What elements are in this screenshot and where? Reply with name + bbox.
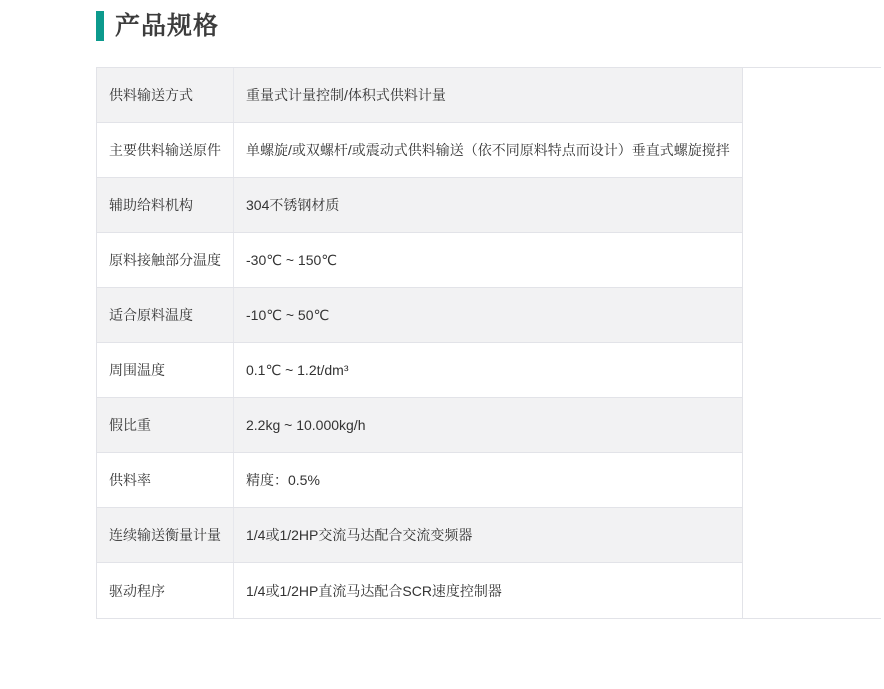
spec-value-cell: 0.1℃ ~ 1.2t/dm³ bbox=[246, 361, 349, 378]
spec-row bbox=[97, 68, 742, 123]
spec-value-cell: 2.2kg ~ 10.000kg/h bbox=[246, 417, 366, 433]
spec-label-cell: 主要供料输送原件 bbox=[97, 123, 234, 177]
spec-value-cell: 304不锈钢材质 bbox=[246, 197, 340, 213]
spec-label-cell: 连续输送衡量计量 bbox=[97, 508, 234, 562]
spec-table bbox=[96, 68, 743, 618]
spec-value-cell: 精度：0.5% bbox=[246, 472, 320, 488]
spec-value-cell: 单螺旋/或双螺杆/或震动式供料输送（依不同原料特点而设计）垂直式螺旋搅拌 bbox=[246, 142, 730, 158]
spec-table-wrapper bbox=[96, 67, 881, 619]
page-title: 产品规格 bbox=[115, 11, 220, 40]
spec-row bbox=[97, 288, 742, 343]
spec-value-cell: 重量式计量控制/体积式供料计量 bbox=[246, 87, 446, 103]
spec-row bbox=[97, 233, 742, 288]
spec-row bbox=[97, 343, 742, 398]
spec-value-cell: -30℃ ~ 150℃ bbox=[246, 251, 337, 268]
spec-row bbox=[97, 398, 742, 453]
spec-row bbox=[97, 563, 742, 618]
section-heading bbox=[96, 9, 884, 43]
spec-label-cell: 辅助给料机构 bbox=[97, 178, 234, 232]
spec-label-cell: 供料输送方式 bbox=[97, 68, 234, 122]
spec-label-cell: 原料接触部分温度 bbox=[97, 233, 234, 287]
spec-label-cell: 驱动程序 bbox=[97, 563, 234, 618]
spec-row bbox=[97, 508, 742, 563]
spec-row bbox=[97, 123, 742, 178]
spec-label-cell: 周围温度 bbox=[97, 343, 234, 397]
spec-value-cell: 1/4或1/2HP交流马达配合交流变频器 bbox=[246, 527, 473, 543]
spec-label-cell: 假比重 bbox=[97, 398, 234, 452]
spec-row bbox=[97, 178, 742, 233]
spec-label-cell: 供料率 bbox=[97, 453, 234, 507]
title-accent-bar bbox=[96, 11, 104, 41]
spec-row bbox=[97, 453, 742, 508]
spec-label-cell: 适合原料温度 bbox=[97, 288, 234, 342]
spec-value-cell: -10℃ ~ 50℃ bbox=[246, 306, 330, 323]
spec-value-cell: 1/4或1/2HP直流马达配合SCR速度控制器 bbox=[246, 582, 502, 599]
